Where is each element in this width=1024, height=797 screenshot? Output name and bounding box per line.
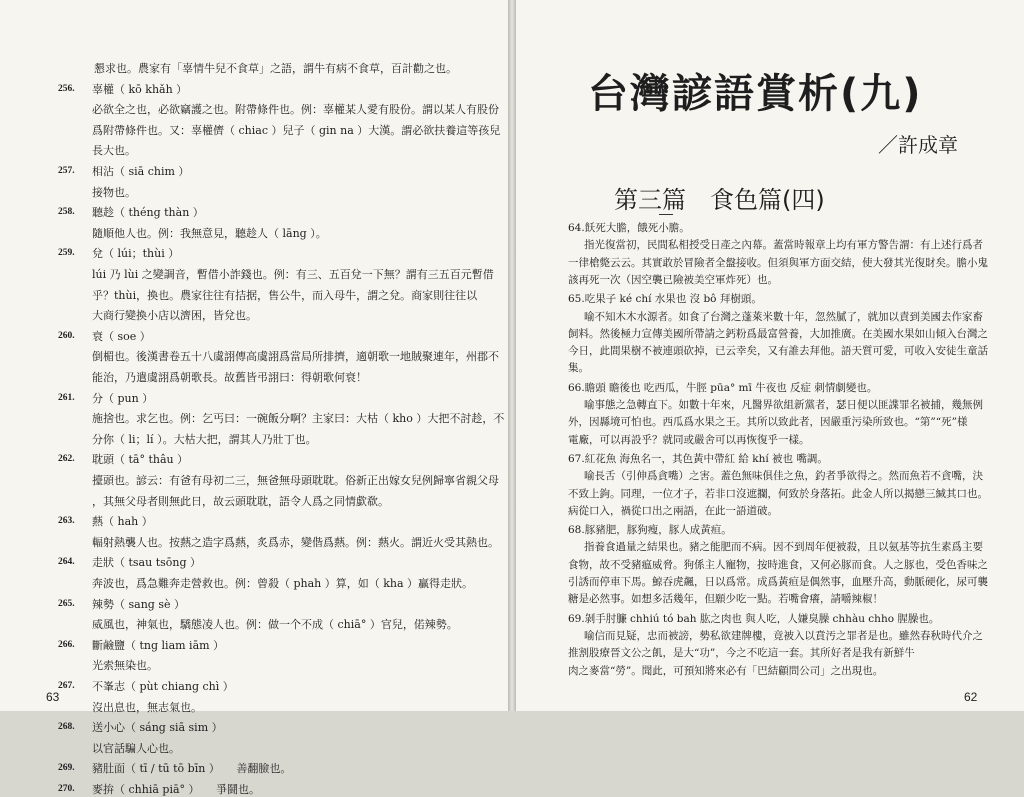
entry-number: 265.: [58, 598, 75, 609]
entry-number: 259.: [58, 248, 75, 259]
entry-term: 聽趁（ théng thàn ）: [92, 206, 204, 220]
proverb-explanation-line: 喻不知木木水源者。如食了台灣之蓬萊米數十年，忽然膩了，就加以責到美國去作家畜: [584, 310, 983, 323]
entry-definition-line: ，其無父母者則無此日，故云頭耽耽，語令人爲之同情歔欷。: [92, 494, 389, 508]
proverb-explanation-line: 糖是必然事。如想多活幾年，但願少吃一點。若嘴會癢，請嚼辣椒！: [568, 593, 883, 606]
entry-number: 264.: [58, 557, 75, 568]
left-top-line: 懇求也。農家有「辜情牛兒不食草」之語，謂牛有病不食草，百計勸之也。: [94, 62, 457, 75]
entry-definition-line: 以官話騙人心也。: [92, 741, 180, 755]
entry-number: 263.: [58, 516, 75, 527]
proverb-explanation-line: 一律槍斃云云。其實敢於冒險者全盤接收。但須與軍方面交結，使大發其光復財矣。膽小鬼: [568, 256, 988, 269]
entry-definition-line: lúi 乃 lùi 之變調音，暫借小詐錢也。例：有三、五百兌一下無？謂有三五百元暫借: [92, 268, 494, 281]
proverb-heading: 64.飫死大膽，餓死小膽。: [568, 222, 690, 234]
entry-number: 261.: [58, 392, 75, 403]
entry-term: 送小心（ sáng siā sim ）: [92, 721, 223, 735]
left-page: [0, 0, 508, 796]
entry-number: 269.: [58, 763, 75, 774]
entry-definition-line: 沒出息也，無志氣也。: [92, 700, 202, 714]
entry-definition-line: 奔波也，爲急難奔走營救也。例：曾殺（ phah ）算，如（ kha ）贏得走狀。: [92, 577, 474, 590]
article-title: 台灣諺語賞析(九): [588, 71, 923, 117]
entry-term: 辣勢（ sang sè ）: [92, 597, 185, 611]
entry-number: 256.: [58, 83, 75, 94]
proverb-heading: 67.紅花魚 海魚名一，其色黃中帶紅 給 khí 被也 嘴調。: [568, 452, 828, 465]
proverb-explanation-line: 指養食過量之結果也。豬之能肥而不病。因不到周年便被殺，且以氨基等抗生素爲主要: [584, 541, 983, 554]
proverb-explanation-line: 該再死一次（因空襲已險被美空軍炸死）也。: [568, 273, 778, 286]
entry-term: 豬肚面（ tī / tū tō bīn ） 善翻臉也。: [92, 762, 292, 776]
proverb-explanation-line: 不致上鉤。同理，一位才子，若非口沒遮攔，何致於身落拓。此金人所以揭戀三緘其口也。: [568, 487, 988, 500]
proverb-explanation-line: 集。: [568, 362, 589, 375]
entry-definition-line: 倒楣也。後漢書卷五十八虞詡傳高虞詡爲當局所排擠，適朝歌一地賊聚連年，州郡不: [92, 350, 499, 364]
proverb-explanation-line: 指光復當初，民間私相授受日產之內幕。蓋當時報章上均有軍方警告謂：有上述行爲者: [584, 239, 983, 252]
entry-definition-line: 施捨也。求乞也。例：乞丐曰：一碗飯分啊？主家曰：大枯（ kho ）大把不討趁，不: [92, 412, 505, 426]
entry-definition-line: 能治，乃遣虞詡爲朝歌長。故舊皆弔詡曰：得朝歌何衰！: [92, 371, 367, 384]
right-page-number: 62: [964, 690, 978, 704]
entry-term: 走狀（ tsau tsōng ）: [92, 556, 202, 570]
section-divider: [659, 214, 673, 215]
entry-number: 267.: [58, 681, 75, 691]
entry-number: 262.: [58, 454, 75, 465]
entry-definition-line: 乎？thùi，換也。農家往往有拮据，售公牛，而入母牛，謂之兌。商家則往往以: [92, 288, 478, 302]
entry-number: 270.: [58, 784, 75, 794]
proverb-heading: 65.吃果子 ké chí 水果也 沒 bô 拜樹頭。: [568, 293, 762, 306]
entry-term: 兌（ lúi；thùi ）: [92, 247, 180, 261]
entry-definition-line: 分你（ li；lí ）。大枯大把，謂其人乃壯丁也。: [92, 432, 317, 446]
proverb-explanation-line: 喻事態之急轉直下。如數十年來，凡醫界欲組新黨者，瑟日便以匪諜罪名被捕，幾無例: [584, 399, 983, 411]
entry-definition-line: 輻射熱襲人也。按爇之造字爲爇，炙爲赤，變偕爲爇。例：爇火。謂近火受其熱也。: [92, 535, 499, 549]
entry-definition-line: 光索無染也。: [92, 659, 158, 673]
entry-definition-line: 擡頭也。諺云：有爸有母初二三，無爸無母頭耽耽。俗新正出嫁女兒例歸寧省親父母: [92, 474, 499, 487]
entry-term: 斷鹼鹽（ tng liam iām ）: [92, 638, 225, 652]
entry-number: 257.: [58, 166, 75, 176]
right-page: [516, 0, 1024, 711]
proverb-explanation-line: 飼料。然後極力宣傳美國所帶請之鈣粉爲最富營養，大加推廣。在美國水果如山傾入台灣之: [568, 327, 988, 340]
entry-definition-line: 隨順他人也。例：我無意見，聽趁人（ lāng ）。: [92, 226, 327, 240]
entry-definition-line: 大商行變換小店以濟困，皆兌也。: [92, 309, 257, 323]
entry-term: 不峯志（ pùt chiang chì ）: [92, 680, 234, 693]
left-page-number: 63: [46, 690, 60, 704]
article-author: ／許成章: [878, 133, 958, 157]
entry-number: 258.: [58, 207, 75, 218]
proverb-heading: 66.瞻頭 瞻後也 吃西瓜，牛脛 pūa° mī 牛夜也 反症 刺情劇變也。: [568, 381, 878, 394]
entry-definition-line: 長大也。: [92, 144, 136, 158]
entry-term: 爇（ hah ）: [92, 515, 153, 529]
proverb-explanation-line: 食物，故不受豬瘟威脅。狗係主人寵物，按時進食，又何必豚而食。人之豚也，受色香味之: [568, 558, 988, 571]
proverb-explanation-line: 病從口入，禍從口出之兩語，在此一語道破。: [568, 504, 778, 517]
entry-term: 分（ pun ）: [92, 391, 154, 405]
proverb-heading: 69.剝手肘臁 chhiú tó bah 肱之肉也 與人吃，人嫌臭臊 chhàu chho 腥臊也。: [568, 612, 940, 625]
entry-number: 266.: [58, 639, 75, 650]
entry-definition-line: 爲附帶條件也。又：辜權儕（ chiac ）兒子（ gin na ）大漢。謂必欲扶養這等孩兒: [92, 123, 501, 137]
book-gutter: [508, 0, 516, 711]
proverb-explanation-line: 今日，此間果樹不被連頭砍掉，已云幸矣，又有誰去拜他。語天質可愛，可收入安徒生童話: [568, 345, 988, 358]
proverb-explanation-line: 引誘而停車下馬。鯨吞虎飆，日以爲常。成爲黃疸是偶然事，血壓升高，動脈硬化，尿可襲: [568, 576, 988, 588]
entry-definition-line: 威風也，神氣也，驕態凌人也。例：做一个不成（ chiā° ）官兒，偌辣勢。: [92, 618, 458, 632]
entry-term: 相沾（ siā chim ）: [92, 165, 190, 178]
entry-definition-line: 接物也。: [92, 185, 136, 199]
entry-number: 268.: [58, 722, 75, 733]
entry-term: 辜權（ kō khǎh ）: [92, 82, 188, 96]
proverb-explanation-line: 肉之麥當“勞”。聞此，可預知將來必有「巴結顧問公司」之出現也。: [568, 664, 884, 677]
section-heading: 第三篇 食色篇(四): [614, 186, 825, 214]
entry-term: 麥拚（ chhiā piā° ） 爭鬪也。: [92, 783, 261, 796]
entry-number: 260.: [58, 330, 75, 341]
proverb-explanation-line: 喻長舌（引伸爲貪嘴）之害。蓋色無味俱佳之魚，釣者爭欲得之。然而魚若不貪嘴，決: [584, 470, 983, 483]
proverb-explanation-line: 喻信而見疑，忠而被謗，勢私欲建牌樓，竟被入以賁汚之罪者是也。雖然春秋時代介之: [584, 629, 983, 642]
entry-term: 衰（ soe ）: [92, 329, 151, 343]
entry-term: 耽頭（ tā° thâu ）: [92, 453, 189, 467]
proverb-explanation-line: 推割股療晉文公之飢，是大“功”，今之不吃這一套。其所好者是我有新鮮牛: [568, 647, 915, 660]
proverb-explanation-line: 電廠，可以再設乎？就同或嚴舍可以再恢復乎一樣。: [568, 433, 810, 446]
proverb-heading: 68.豚豬肥，豚狗瘦，豚人成黃疸。: [568, 524, 732, 537]
entry-definition-line: 必欲全之也，必欲竊護之也。附帶條件也。例：辜權某人愛有股份。謂以某人有股份: [92, 103, 499, 117]
proverb-explanation-line: 外，因縣境可怕也。西瓜爲水果之王。其所以致此者，因嚴重污染所致也。“第”“死”様: [568, 416, 968, 429]
